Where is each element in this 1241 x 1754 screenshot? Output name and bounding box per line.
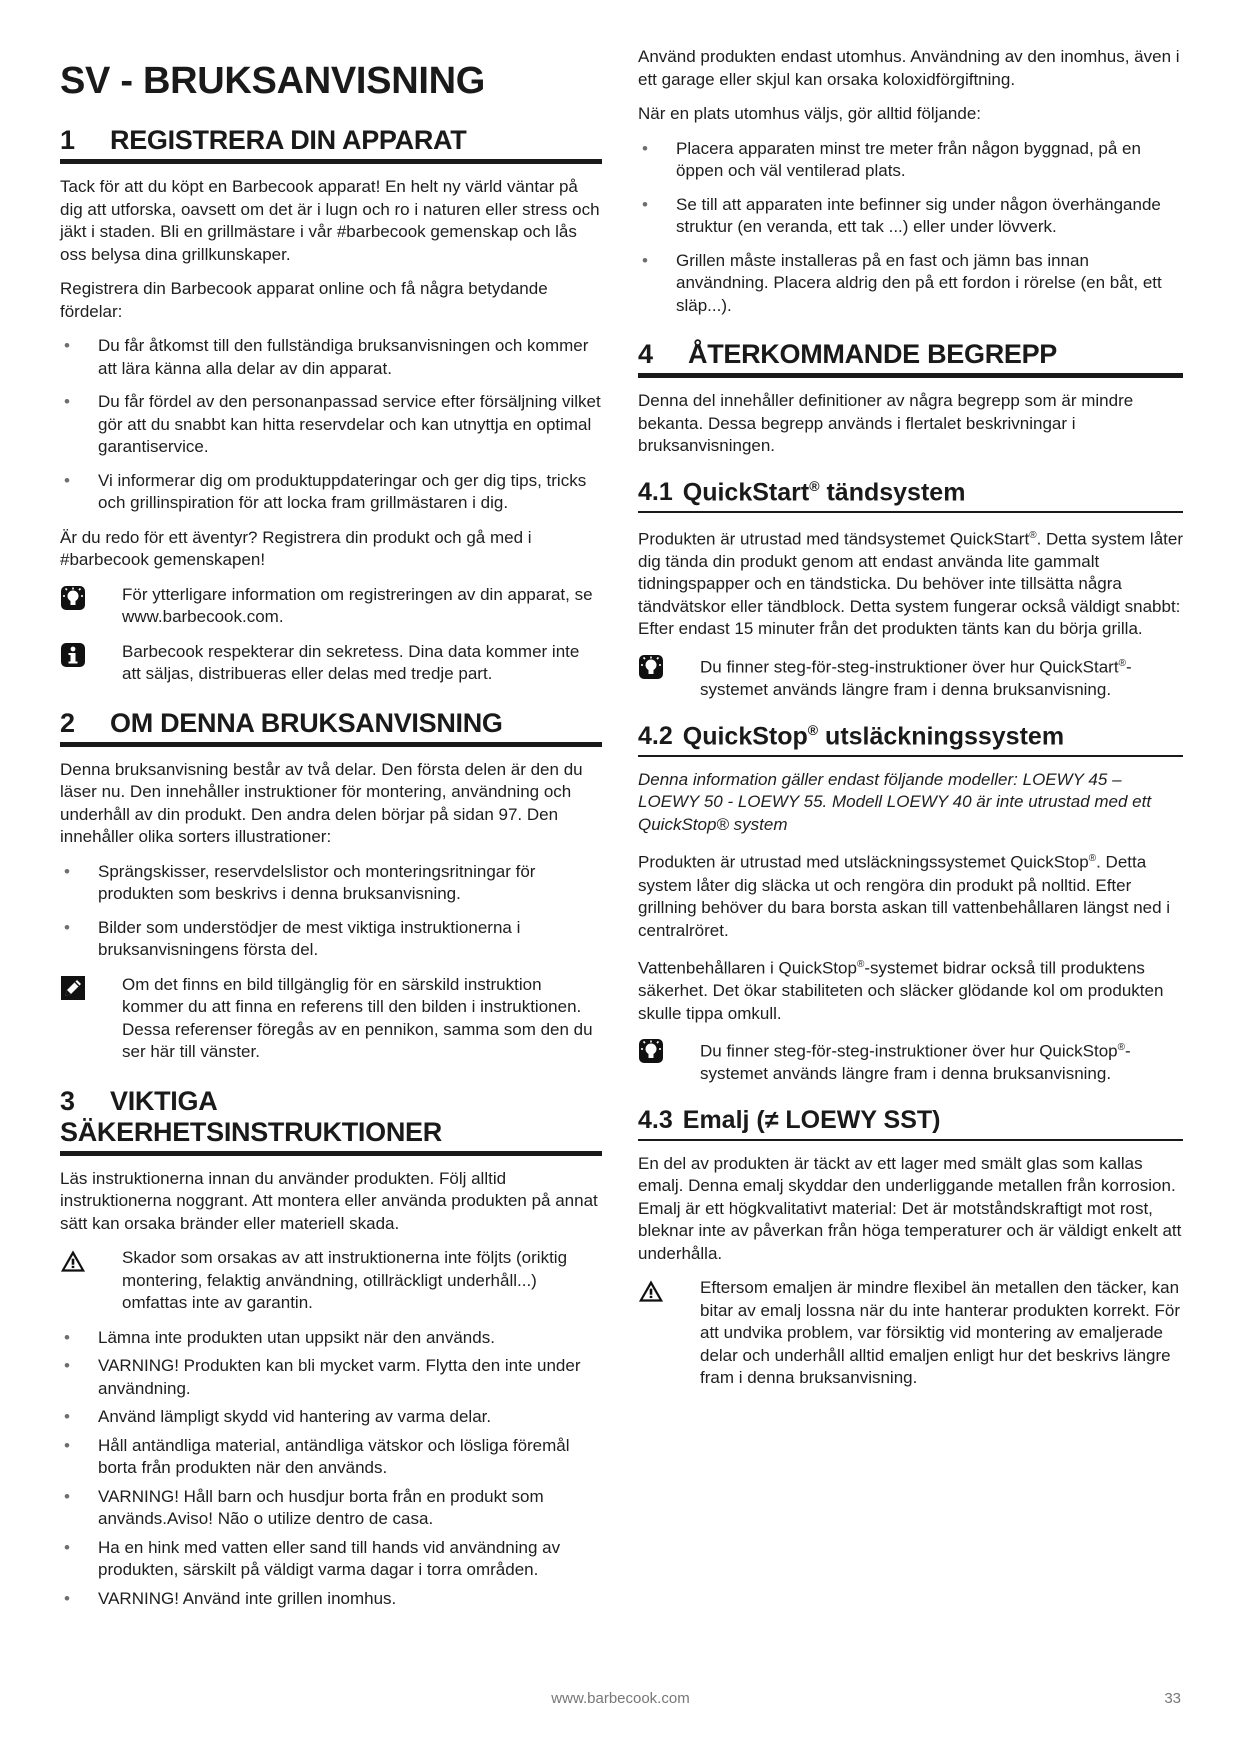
list-item: • Håll antändliga material, antändliga vätskor och lösliga föremål borta från produkten när den används. — [64, 1435, 570, 1477]
list-item: • Sprängskisser, reservdelslistor och monteringsritningar för produkten som beskrivs i denna bruksanvisning. — [64, 861, 536, 903]
lightbulb-tip-icon — [638, 654, 664, 680]
lightbulb-tip-icon — [60, 585, 86, 611]
s42-model-note: Denna information gäller endast följande modeller: LOEWY 45 – LOEWY 50 - LOEWY 55. Modell LOEWY 40 är inte utrustad med ett QuickStop® system — [638, 769, 1152, 834]
right-column — [638, 46, 1183, 1402]
left-column — [60, 46, 602, 1622]
s1-paragraph-1: Tack för att du köpt en Barbecook apparat! En helt ny värld väntar på dig att utforska, oavsett om det är i lugn och ro i naturen eller stress och jäkt i staden. Bli en grillmästare i vår #barbecook gemenskap och lås oss belysa dina grillkunskaper. — [60, 177, 600, 264]
s3-paragraph-1: Läs instruktionerna innan du använder produkten. Följ alltid instruktionerna noggrant. Att montera eller använda produkten på annat sätt kan orsaka bränder eller materiell skada. — [60, 1168, 598, 1233]
s3-paragraph-2: Använd produkten endast utomhus. Användning av den inomhus, även i ett garage eller skjul kan orsaka koloxidförgiftning. — [638, 47, 1180, 89]
section-4-2-heading: 4.2 QuickStop® utsläckningssystem — [638, 722, 1183, 757]
warning-icon — [638, 1278, 664, 1304]
list-item: • Vi informerar dig om produktuppdateringar och ger dig tips, tricks och grillinspiration för att locka fram grillmästaren i dig. — [64, 470, 587, 512]
section-4-1-heading: 4.1 QuickStart® tändsystem — [638, 478, 1183, 513]
s1-paragraph-2: Registrera din Barbecook apparat online och få några betydande fördelar: — [60, 279, 548, 321]
list-item: • Grillen måste installeras på en fast och jämn bas innan användning. Placera aldrig den på ett fordon i rörelse (en båt, ett släp...). — [642, 250, 1162, 315]
list-item: • VARNING! Håll barn och husdjur borta från en produkt som används.Aviso! Não o utilize dentro de casa. — [64, 1486, 544, 1528]
tip-note: För ytterligare information om registreringen av din apparat, se www.barbecook.com. — [60, 584, 602, 629]
s3-paragraph-3: När en plats utomhus väljs, gör alltid följande: — [638, 104, 982, 123]
section-2-heading: 2 OM DENNA BRUKSANVISNING — [60, 708, 602, 747]
list-item: • Lämna inte produkten utan uppsikt när den används. — [64, 1327, 495, 1347]
s42-paragraph-2: Vattenbehållaren i QuickStop®-systemet bidrar också till produktens säkerhet. Det ökar stabiliteten och släcker glödande kol om produkten skulle tippa omkull. — [638, 958, 1164, 1023]
list-item: • Använd lämpligt skydd vid hantering av varma delar. — [64, 1407, 492, 1426]
info-icon — [60, 642, 86, 668]
list-item: • Du får fördel av den personanpassad service efter försäljning vilket gör att du snabbt kan hitta reservdelar och kan utnyttja en optimal garantiservice. — [64, 392, 601, 456]
s42-paragraph-1: Produkten är utrustad med utsläckningssystemet QuickStop®. Detta system låter dig släcka ut och rengöra din produkt på nolltid. Efter grillning behöver du bara borsta askan till vattenbehållaren längst ned i centralröret. — [638, 853, 1171, 940]
s4-paragraph-1: Denna del innehåller definitioner av några begrepp som är mindre bekanta. Dessa begrepp används i flertalet beskrivningar i bruksanvisningen. — [638, 391, 1134, 455]
list-item: • Ha en hink med vatten eller sand till hands vid användning av produkten, särskilt på väldigt varma dagar i torra områden. — [64, 1537, 561, 1579]
list-item: • VARNING! Använd inte grillen inomhus. — [64, 1588, 397, 1608]
tip-note: Du finner steg-för-steg-instruktioner över hur QuickStop®-systemet används längre fram i denna bruksanvisning. — [638, 1037, 1183, 1086]
lightbulb-tip-icon — [638, 1038, 664, 1064]
list-item: • Du får åtkomst till den fullständiga bruksanvisningen och kommer att lära känna alla delar av din apparat. — [64, 336, 589, 378]
s1-bullet-list — [60, 335, 602, 515]
page-title: SV - BRUKSANVISNING — [60, 60, 486, 102]
section-4-heading: 4 ÅTERKOMMANDE BEGREPP — [638, 339, 1183, 378]
warning-icon — [60, 1248, 86, 1274]
warning-note: Skador som orsakas av att instruktionerna inte följts (oriktig montering, felaktig användning, otillräckligt underhåll...) omfattas inte av garantin. — [60, 1247, 602, 1315]
warning-note: Eftersom emaljen är mindre flexibel än metallen den täcker, kan bitar av emalj lossna när du inte hanterar produkten korrekt. För att undvika problem, var försiktig vid montering av emaljerade delar och underhåll alltid emaljen enligt hur det beskrivs längre fram i denna bruksanvisning. — [638, 1277, 1183, 1390]
s43-paragraph-1: En del av produkten är täckt av ett lager med smält glas som kallas emalj. Denna emalj skyddar den underliggande metallen från korrosion. Emalj är ett högkvalitativt material: Det är motståndskraftigt mot rost, bleknar inte av påverkan från höga temperaturer och är väldigt enkelt att underhålla. — [638, 1153, 1182, 1263]
footer-url: www.barbecook.com — [551, 1690, 690, 1707]
section-4-3-heading: 4.3 Emalj (≠ LOEWY SST) — [638, 1106, 1183, 1141]
info-note: Barbecook respekterar din sekretess. Dina data kommer inte att säljas, distribueras eller delas med tredje part. — [60, 641, 602, 686]
s2-paragraph-1: Denna bruksanvisning består av två delar. Den första delen är den du läser nu. Den innehåller instruktioner för montering, användning och underhåll av din produkt. Den andra delen börjar på sidan 97. Den innehåller olika sorters illustrationer: — [60, 759, 583, 846]
s2-bullet-list — [60, 861, 602, 962]
page-number: 33 — [1164, 1690, 1181, 1707]
tip-note: Du finner steg-för-steg-instruktioner över hur QuickStart®-systemet används längre fram i denna bruksanvisning. — [638, 653, 1183, 702]
pencil-note: Om det finns en bild tillgänglig för en särskild instruktion kommer du att finna en referens till den bilden i instruktionen. Dessa referenser föregås av en pennikon, samma som den du ser här till vänster. — [60, 974, 602, 1064]
list-item: • Placera apparaten minst tre meter från någon byggnad, på en öppen och väl ventilerad plats. — [642, 138, 1141, 180]
section-3-heading: 3 VIKTIGA SÄKERHETSINSTRUKTIONER — [60, 1086, 602, 1156]
pencil-icon — [60, 975, 86, 1001]
s1-paragraph-3: Är du redo för ett äventyr? Registrera din produkt och gå med i #barbecook gemenskapen! — [60, 527, 532, 569]
list-item: • Bilder som understödjer de mest viktiga instruktionerna i bruksanvisningens första del. — [64, 917, 521, 959]
s3-bullet-list-2 — [638, 138, 1183, 318]
list-item: • Se till att apparaten inte befinner sig under någon överhängande struktur (en veranda, ett tak ...) eller under lövverk. — [642, 194, 1161, 236]
s41-paragraph-1: Produkten är utrustad med tändsystemet QuickStart®. Detta system låter dig tända din produkt genom att endast använda lite gammalt tidningspapper och en tändsticka. Du behöver inte tillsätta några tändvätskor eller tändblock. Detta system fungerar också väldigt snabbt: Efter endast 15 minuter från det produkten tänts kan du börja grilla. — [638, 529, 1183, 639]
s3-bullet-list — [60, 1327, 602, 1611]
list-item: • VARNING! Produkten kan bli mycket varm. Flytta den inte under användning. — [64, 1356, 581, 1398]
section-1-heading: 1 REGISTRERA DIN APPARAT — [60, 125, 602, 164]
